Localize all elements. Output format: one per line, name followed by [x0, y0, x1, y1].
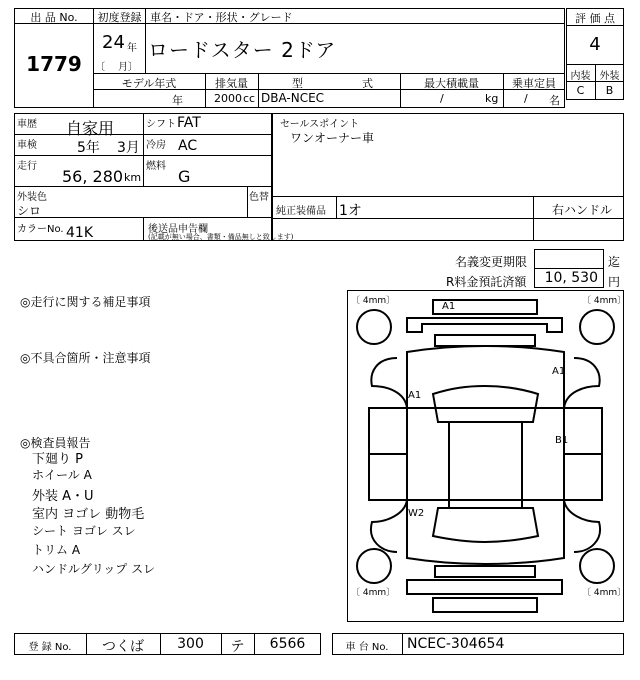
steering-value: 右ハンドル: [552, 203, 613, 217]
mileage-label: 走行: [17, 161, 37, 172]
exterior-label: 外装: [599, 71, 620, 82]
windshield: [433, 386, 538, 422]
name-change-field: [534, 249, 604, 269]
max-load-sep: /: [440, 92, 444, 105]
aircon-value: AC: [178, 138, 198, 154]
damage-mark: A1: [552, 366, 566, 377]
model-year-label: モデル年式: [121, 77, 177, 90]
history-label: 車歴: [17, 119, 37, 130]
max-load-label: 最大積載量: [424, 77, 479, 90]
recycle-label: R料金預託済額: [446, 275, 527, 289]
color-no-value: 41K: [66, 225, 93, 241]
score-value: 4: [589, 34, 601, 55]
aircon-label: 冷房: [146, 140, 166, 151]
chassis-label: 車 台 No.: [345, 642, 389, 653]
equipment-label: 純正装備品: [276, 206, 326, 217]
damage-mark: W2: [408, 508, 425, 519]
report-line: 室内 ヨゴレ 動物毛: [32, 507, 145, 522]
report-line: シート ヨゴレ スレ: [32, 524, 136, 538]
report-line: トリム A: [32, 543, 81, 557]
rear-lamps: [407, 580, 562, 594]
history-value: 自家用: [66, 119, 115, 138]
rear-window: [433, 508, 538, 542]
equipment-value: 1オ: [339, 203, 362, 219]
recycle-value: 10, 530: [544, 270, 598, 286]
inspection-label: 車検: [17, 140, 37, 151]
sales-points-value: ワンオーナー車: [290, 131, 375, 145]
inspector-title: ◎検査員報告: [20, 436, 91, 450]
car-name: ロードスター 2ドア: [148, 38, 337, 62]
displacement-value: 2000: [214, 92, 242, 105]
extra-cell: [272, 218, 624, 241]
fuel-label: 燃料: [146, 161, 166, 172]
color-value: シロ: [17, 204, 42, 218]
first-reg-label: 初度登録: [97, 11, 142, 24]
reg-kana: テ: [230, 639, 245, 655]
first-reg-month-open: 〔: [95, 62, 105, 73]
name-label: 車名・ドア・形状・グレード: [150, 11, 293, 24]
report-line: 下廻り P: [32, 452, 83, 467]
wheel-front-right: [580, 310, 614, 344]
mileage-value: 56, 280: [62, 167, 124, 186]
report-line: ハンドルグリップ スレ: [32, 562, 156, 576]
damage-mark: B1: [555, 435, 569, 446]
wheel-rear-left: [357, 549, 391, 583]
grille: [435, 335, 535, 346]
mileage-unit: km: [124, 171, 142, 184]
docs-note: (記載が無い場合、書類・備品無しと致します): [148, 233, 294, 241]
reg-class: 300: [177, 636, 204, 652]
sales-points-label: セールスポイント: [280, 119, 360, 130]
color-label: 外装色: [17, 192, 47, 203]
lot-number: 1779: [26, 52, 82, 76]
defects-title: ◎不具合箇所・注意事項: [20, 351, 151, 365]
tread-rear-left: 〔 4mm〕: [351, 588, 396, 598]
model-year-unit: 年: [172, 94, 183, 107]
driving-title: ◎走行に関する補足事項: [20, 295, 151, 309]
capacity-label: 乗車定員: [512, 77, 556, 90]
wheel-rear-right: [580, 549, 614, 583]
interior-label: 内装: [570, 71, 591, 82]
first-reg-year: 24: [102, 32, 125, 53]
wheel-front-left: [357, 310, 391, 344]
score-label: 評 価 点: [575, 12, 615, 25]
rear-plate: [435, 566, 535, 577]
docs-label: 後送品申告欄: [148, 224, 208, 235]
reg-number: 6566: [269, 636, 306, 652]
tread-rear-right: 〔 4mm〕: [582, 588, 627, 598]
tread-front-right: 〔 4mm〕: [582, 296, 627, 306]
displacement-unit: cc: [243, 92, 256, 105]
recycle-unit: 円: [608, 275, 621, 289]
car-outline: [347, 290, 627, 622]
color-no-label: カラーNo.: [17, 224, 64, 235]
inspection-year: 5年: [77, 140, 100, 156]
reg-label: 登 録 No.: [28, 642, 72, 653]
front-lamps: [407, 318, 562, 332]
damage-mark: A1: [442, 301, 456, 312]
shift-value: FAT: [177, 115, 201, 131]
type-label-2: 式: [362, 77, 373, 90]
name-change-unit: 迄: [608, 255, 621, 269]
color-change-label: 色替: [249, 192, 269, 203]
displacement-label: 排気量: [215, 77, 248, 90]
damage-mark: A1: [408, 390, 422, 401]
type-label: 型: [292, 77, 303, 90]
name-change-label: 名義変更期限: [455, 255, 528, 269]
rear-bumper: [433, 598, 537, 612]
hood: [407, 346, 564, 408]
first-reg-month-unit: 月〕: [118, 62, 138, 73]
lot-label: 出 品 No.: [30, 11, 78, 24]
reg-place: つくば: [102, 639, 144, 655]
inspection-month: 3月: [117, 140, 140, 156]
exterior-grade: B: [605, 84, 614, 97]
report-line: ホイール A: [32, 468, 92, 482]
max-load-unit: kg: [485, 92, 499, 105]
roof: [449, 422, 522, 508]
report-line: 外装 A・U: [32, 489, 94, 504]
capacity-unit: 名: [549, 94, 560, 107]
tread-front-left: 〔 4mm〕: [351, 296, 396, 306]
chassis-no: NCEC-304654: [407, 636, 505, 652]
capacity-sep: /: [524, 92, 528, 105]
shift-label: シフト: [146, 119, 176, 130]
trunk: [407, 500, 564, 564]
interior-grade: C: [576, 84, 585, 97]
model-code: DBA-NCEC: [261, 91, 325, 105]
first-reg-year-unit: 年: [127, 43, 137, 54]
fuel-value: G: [178, 167, 191, 186]
